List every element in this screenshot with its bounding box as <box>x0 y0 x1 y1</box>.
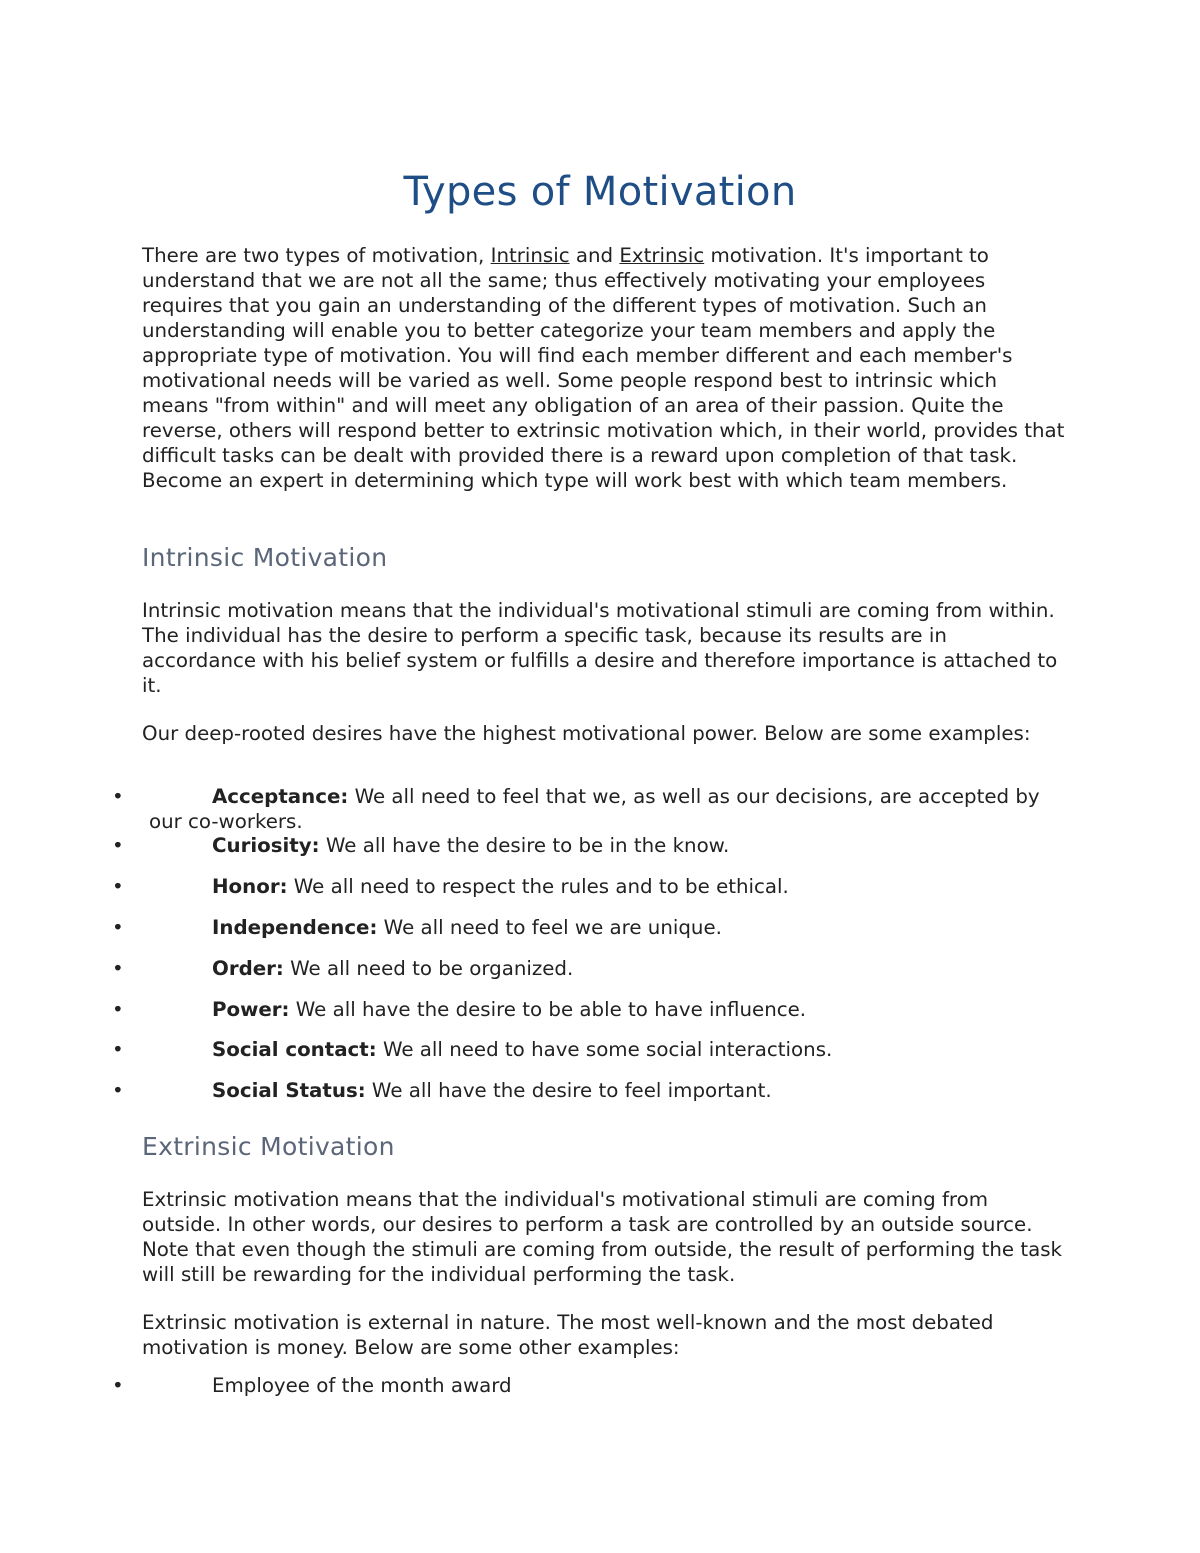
list-item <box>112 1078 1072 1103</box>
list-item <box>112 833 1072 858</box>
bullet-icon: • <box>112 875 124 898</box>
list-item <box>112 1373 1072 1398</box>
bullet-icon: • <box>112 1374 124 1397</box>
item-desc: We all need to respect the rules and to be ethical. <box>287 875 789 898</box>
bullet-icon: • <box>112 1038 124 1061</box>
bullet-icon: • <box>112 834 124 857</box>
item-term: Acceptance: <box>212 785 349 808</box>
extrinsic-examples-intro: Extrinsic motivation is external in nature. The most well-known and the most debated motivation is money. Below are some other examples: <box>142 1311 994 1359</box>
extrinsic-paragraph-2 <box>142 1310 1067 1360</box>
list-item <box>112 784 1072 834</box>
item-desc: Employee of the month award <box>212 1374 512 1397</box>
bullet-icon: • <box>112 1079 124 1102</box>
list-item <box>112 956 1072 981</box>
intro-text-3: motivation. It's important to understand that we are not all the same; thus effectively motivating your employees requires that you gain an understanding of the different types of motivation. Such an understanding will enable you to better categorize your team members and apply the appropriate type of motivation. You will find each member different and each member's motivational needs will be varied as well. Some people respond best to intrinsic which means "from within" and will meet any obligation of an area of their passion. Quite the reverse, others will respond better to extrinsic motivation which, in their world, provides that difficult tasks can be dealt with provided there is a reward upon completion of that task. Become an expert in determining which type will work best with which team members. <box>142 244 1065 492</box>
list-item <box>112 915 1072 940</box>
item-desc: We all need to be organized. <box>283 957 574 980</box>
item-desc: We all need to feel we are unique. <box>377 916 722 939</box>
intro-paragraph <box>142 243 1067 493</box>
item-term: Independence: <box>212 916 378 939</box>
item-term: Honor: <box>212 875 288 898</box>
intrinsic-link[interactable]: Intrinsic <box>490 244 570 267</box>
extrinsic-heading: Extrinsic Motivation <box>142 1132 395 1161</box>
bullet-icon: • <box>112 998 124 1021</box>
item-desc: We all need to feel that we, as well as our decisions, are accepted by our co-workers. <box>149 785 1040 833</box>
intrinsic-definition: Intrinsic motivation means that the individual's motivational stimuli are coming from within. The individual has the desire to perform a specific task, because its results are in accordance with his belief system or fulfills a desire and therefore importance is attached to it. <box>142 599 1058 697</box>
list-item <box>112 997 1072 1022</box>
list-item <box>112 1037 1072 1062</box>
item-desc: We all need to have some social interactions. <box>376 1038 833 1061</box>
intrinsic-heading: Intrinsic Motivation <box>142 543 388 572</box>
intrinsic-paragraph-1 <box>142 598 1067 698</box>
intro-section <box>142 243 1067 493</box>
page-title: Types of Motivation <box>403 169 797 215</box>
intro-text-1: There are two types of motivation, <box>142 244 491 267</box>
bullet-icon: • <box>112 957 124 980</box>
item-term: Social contact: <box>212 1038 377 1061</box>
bullet-icon: • <box>112 785 124 808</box>
intro-text-2: and <box>569 244 620 267</box>
item-desc: We all have the desire to feel important. <box>365 1079 772 1102</box>
list-item <box>112 874 1072 899</box>
item-desc: We all have the desire to be able to have influence. <box>289 998 807 1021</box>
item-term: Power: <box>212 998 290 1021</box>
intrinsic-paragraph-2 <box>142 721 1067 746</box>
item-term: Order: <box>212 957 284 980</box>
item-term: Social Status: <box>212 1079 366 1102</box>
intrinsic-examples-intro: Our deep-rooted desires have the highest motivational power. Below are some examples: <box>142 722 1031 745</box>
extrinsic-definition: Extrinsic motivation means that the individual's motivational stimuli are coming from outside. In other words, our desires to perform a task are controlled by an outside source. Note that even though the stimuli are coming from outside, the result of performing the task will still be rewarding for the individual performing the task. <box>142 1188 1062 1286</box>
item-term: Curiosity: <box>212 834 320 857</box>
item-desc: We all have the desire to be in the know. <box>319 834 730 857</box>
bullet-icon: • <box>112 916 124 939</box>
extrinsic-link[interactable]: Extrinsic <box>619 244 705 267</box>
extrinsic-paragraph-1 <box>142 1187 1067 1287</box>
